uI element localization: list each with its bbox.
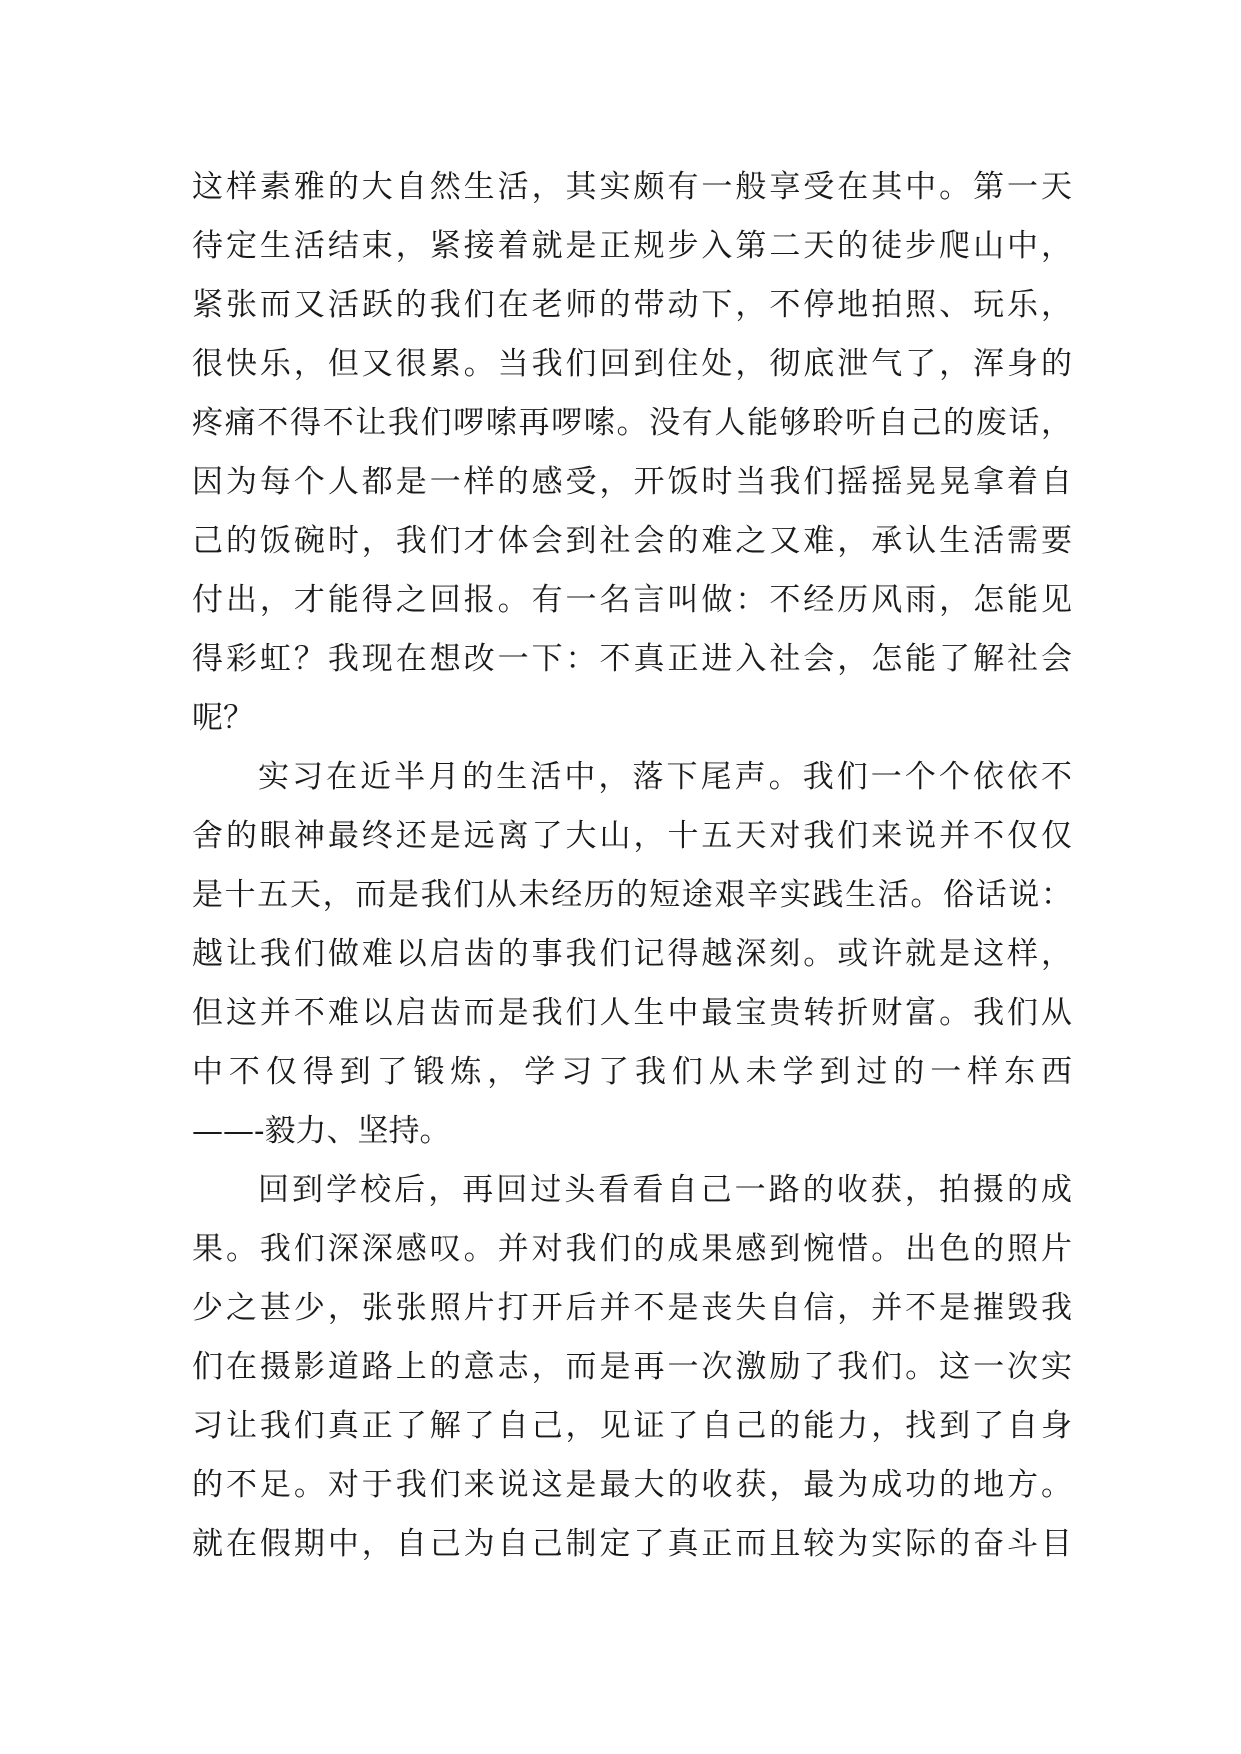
text-line: 习让我们真正了解了自己，见证了自己的能力，找到了自身 bbox=[192, 1408, 1072, 1444]
paragraph-3 bbox=[192, 1161, 1072, 1574]
text-line: ——-毅力、坚持。 bbox=[192, 1113, 451, 1149]
text-line: 紧张而又活跃的我们在老师的带动下，不停地拍照、玩乐， bbox=[192, 287, 1072, 323]
text-line: 己的饭碗时，我们才体会到社会的难之又难，承认生活需要 bbox=[192, 523, 1072, 559]
text-line: 回到学校后，再回过头看看自己一路的收获，拍摄的成 bbox=[258, 1172, 1072, 1208]
paragraph-2 bbox=[192, 748, 1072, 1161]
text-line: 这样素雅的大自然生活，其实颇有一般享受在其中。第一天 bbox=[192, 169, 1072, 205]
text-line: 的不足。对于我们来说这是最大的收获，最为成功的地方。 bbox=[192, 1467, 1072, 1503]
text-line: 很快乐，但又很累。当我们回到住处，彻底泄气了，浑身的 bbox=[192, 346, 1072, 382]
text-line: 呢？ bbox=[192, 700, 254, 736]
text-line: 疼痛不得不让我们啰嗦再啰嗦。没有人能够聆听自己的废话， bbox=[192, 405, 1072, 441]
text-line: 们在摄影道路上的意志，而是再一次激励了我们。这一次实 bbox=[192, 1349, 1072, 1385]
text-line: 但这并不难以启齿而是我们人生中最宝贵转折财富。我们从 bbox=[192, 995, 1072, 1031]
text-line: 果。我们深深感叹。并对我们的成果感到惋惜。出色的照片 bbox=[192, 1231, 1072, 1267]
text-line: 得彩虹？我现在想改一下：不真正进入社会，怎能了解社会 bbox=[192, 641, 1072, 677]
text-line: 舍的眼神最终还是远离了大山，十五天对我们来说并不仅仅 bbox=[192, 818, 1072, 854]
text-line: 待定生活结束，紧接着就是正规步入第二天的徒步爬山中， bbox=[192, 228, 1072, 264]
text-line: 实习在近半月的生活中，落下尾声。我们一个个依依不 bbox=[258, 759, 1072, 795]
text-line: 付出，才能得之回报。有一名言叫做：不经历风雨，怎能见 bbox=[192, 582, 1072, 618]
text-line: 中不仅得到了锻炼，学习了我们从未学到过的一样东西 bbox=[192, 1054, 1072, 1090]
document-body bbox=[192, 158, 1072, 1574]
text-line: 就在假期中，自己为自己制定了真正而且较为实际的奋斗目 bbox=[192, 1526, 1072, 1562]
text-line: 越让我们做难以启齿的事我们记得越深刻。或许就是这样， bbox=[192, 936, 1072, 972]
text-line: 少之甚少，张张照片打开后并不是丧失自信，并不是摧毁我 bbox=[192, 1290, 1072, 1326]
text-line: 因为每个人都是一样的感受，开饭时当我们摇摇晃晃拿着自 bbox=[192, 464, 1072, 500]
text-line: 是十五天，而是我们从未经历的短途艰辛实践生活。俗话说： bbox=[192, 877, 1072, 913]
paragraph-1 bbox=[192, 158, 1072, 748]
